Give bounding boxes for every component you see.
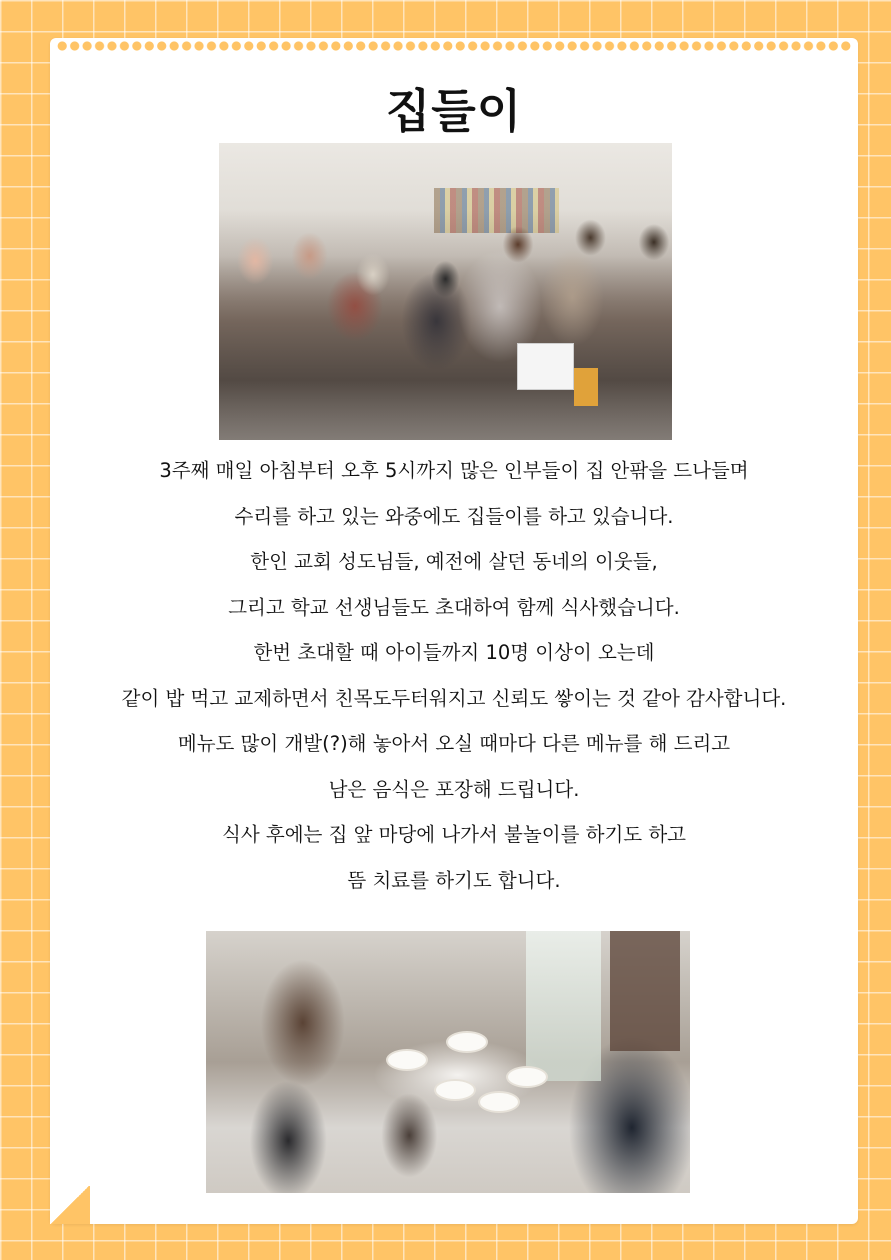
bowl xyxy=(434,1079,476,1101)
page-corner-fold xyxy=(50,1186,90,1224)
curtain xyxy=(610,931,680,1051)
body-text xyxy=(50,448,858,903)
body-line-9: 식사 후에는 집 앞 마당에 나가서 불놀이를 하기도 하고 xyxy=(221,823,686,846)
bowl xyxy=(506,1066,548,1088)
people-group xyxy=(219,210,672,440)
group-photo xyxy=(219,143,672,440)
bowl xyxy=(446,1031,488,1053)
body-line-8: 남은 음식은 포장해 드립니다. xyxy=(328,777,580,801)
body-line-7: 메뉴도 많이 개발(?)해 놓아서 오실 때마다 다른 메뉴를 해 드리고 xyxy=(177,732,731,755)
paper-sheet xyxy=(50,38,858,1224)
body-line-3: 한인 교회 성도님들, 예전에 살던 동네의 이웃들, xyxy=(250,550,658,573)
body-line-5: 한번 초대할 때 아이들까지 10명 이상이 오는데 xyxy=(253,641,655,664)
body-line-6: 같이 밥 먹고 교제하면서 친목도두터워지고 신뢰도 쌓이는 것 같아 감사합니다. xyxy=(121,686,787,710)
body-line-2: 수리를 하고 있는 와중에도 집들이를 하고 있습니다. xyxy=(234,504,674,528)
yellow-bag xyxy=(574,368,598,406)
body-line-10: 뜸 치료를 하기도 합니다. xyxy=(347,868,561,892)
perforation-dots xyxy=(56,40,852,52)
bowl xyxy=(478,1091,520,1113)
body-line-1: 3주째 매일 아침부터 오후 5시까지 많은 인부들이 집 안팎을 드나들며 xyxy=(159,459,749,482)
page-title: 집들이 xyxy=(385,84,523,138)
shopping-bag xyxy=(517,343,574,390)
dinner-photo xyxy=(206,931,690,1193)
glass-door xyxy=(526,931,601,1081)
bowl xyxy=(386,1049,428,1071)
body-line-4: 그리고 학교 선생님들도 초대하여 함께 식사했습니다. xyxy=(228,595,680,619)
